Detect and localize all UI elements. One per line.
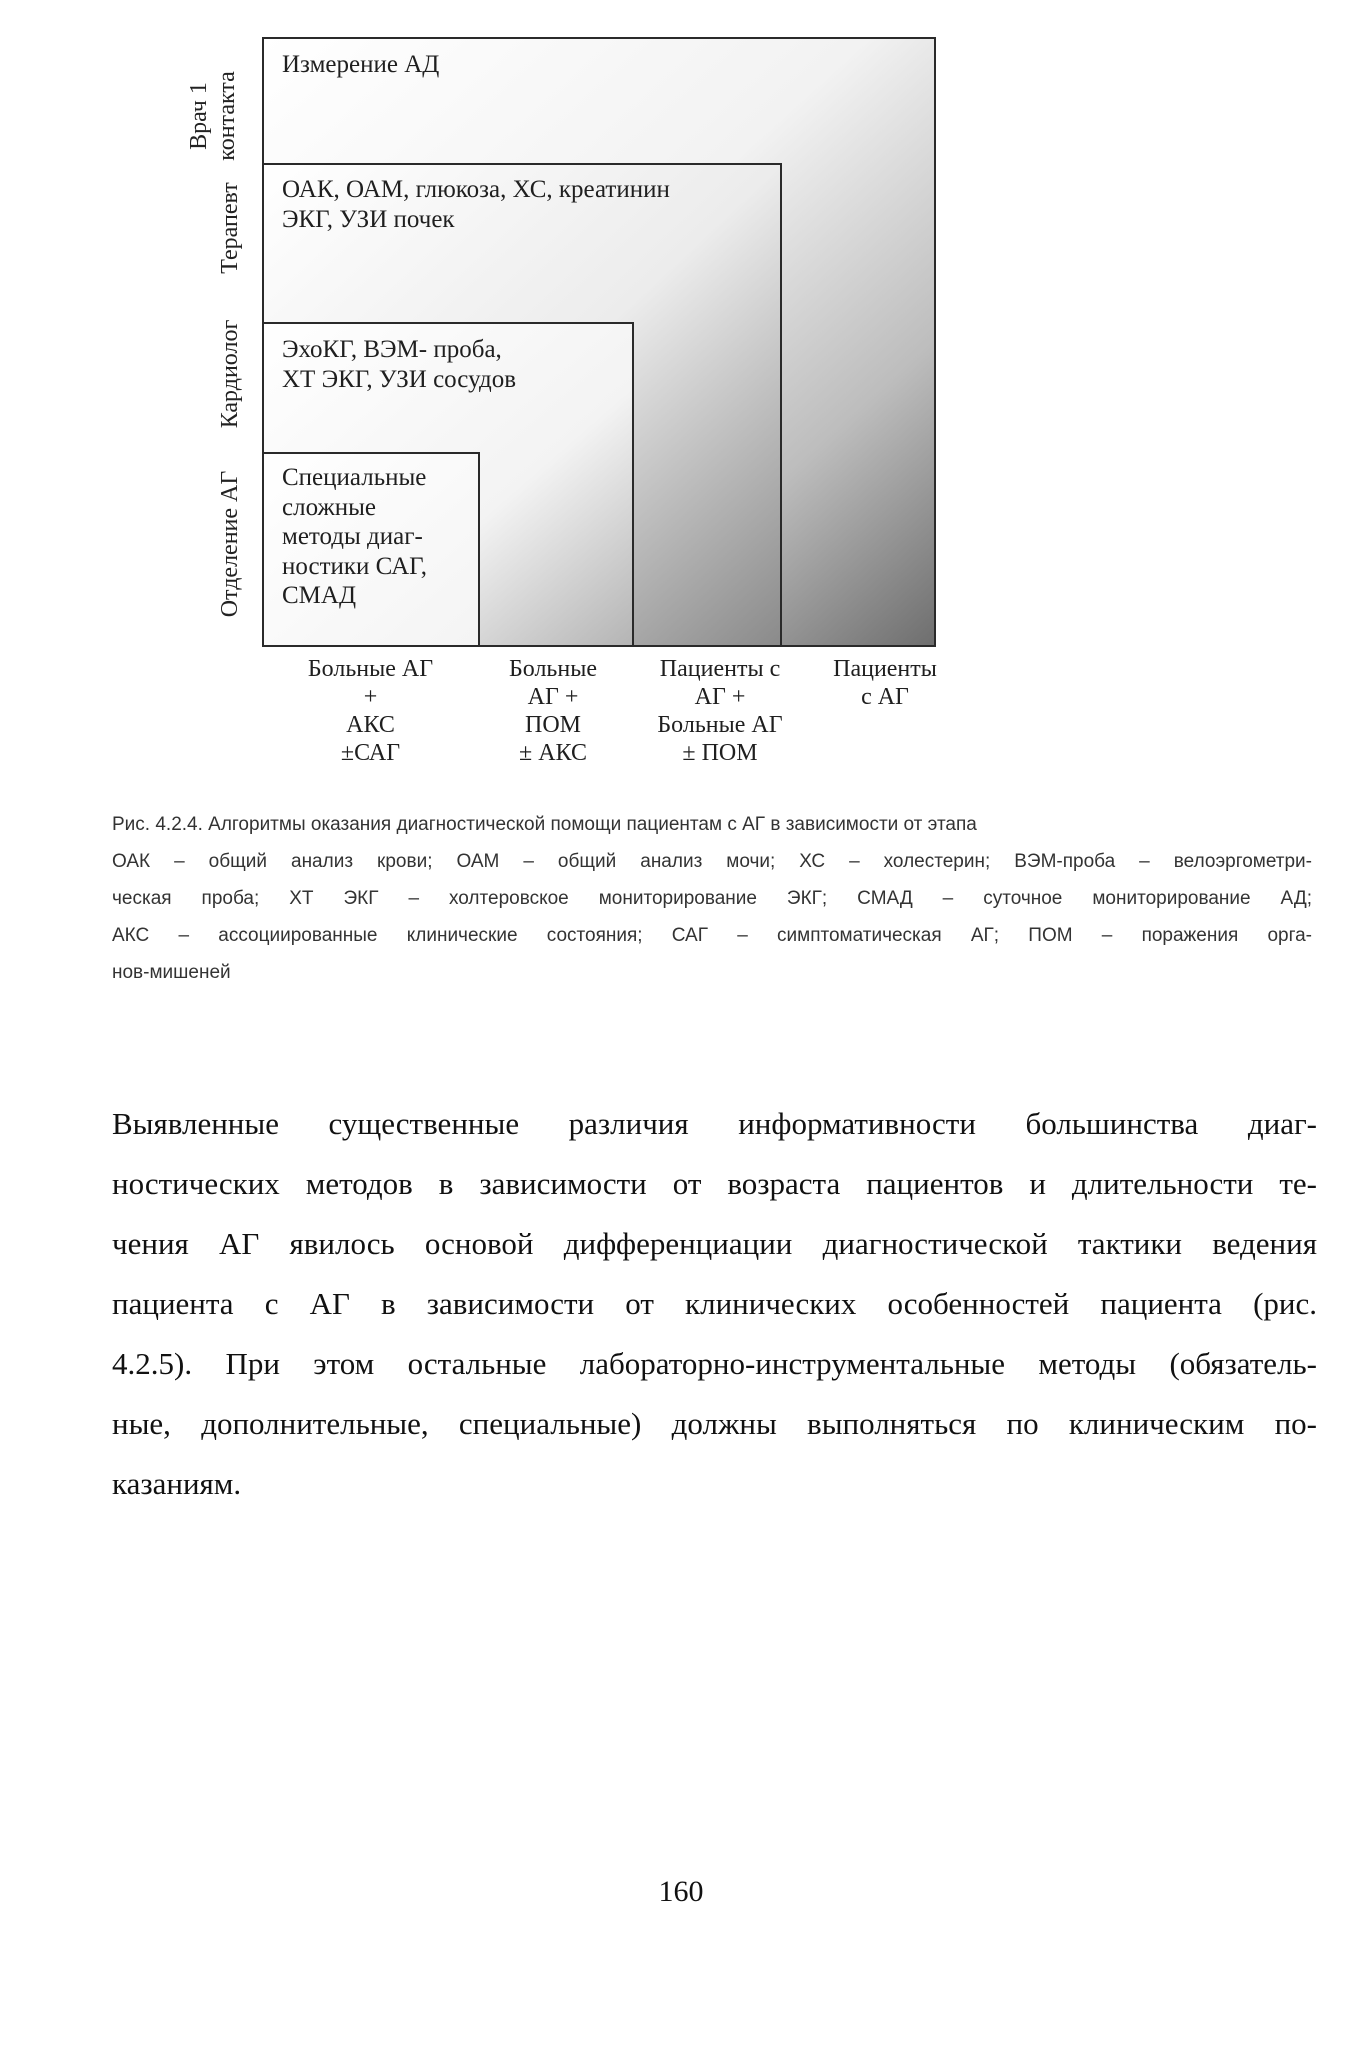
caption-line: ОАК – общий анализ крови; ОАМ – общий анализ мочи; ХС – холестерин; ВЭМ-проба – велоэргометри- — [112, 851, 1312, 872]
column-label-1: Больные АГ + АКС ±САГ — [307, 656, 434, 766]
algorithm-figure — [0, 0, 1362, 790]
column-label-2: Больные АГ + ПОМ ± АКС — [508, 656, 597, 766]
row-label-line: Врач 1 — [186, 82, 212, 150]
body-line: пациента с АГ в зависимости от клинических особенностей пациента (рис. — [112, 1286, 1317, 1321]
body-line: чения АГ явилось основой дифференциации диагностической тактики ведения — [112, 1226, 1317, 1261]
box-text-cardiologist-tests: ЭхоКГ, ВЭМ- проба, ХТ ЭКГ, УЗИ сосудов — [282, 336, 517, 393]
page-number: 160 — [658, 1875, 704, 1908]
row-label-doctor — [185, 51, 241, 181]
column-label-4: Пациенты с АГ — [833, 656, 937, 710]
row-label-line: Терапевт — [217, 182, 243, 274]
body-line: ные, дополнительные, специальные) должны выполняться по клиническим по- — [112, 1406, 1317, 1441]
caption-line: ческая проба; ХТ ЭКГ – холтеровское мониторирование ЭКГ; СМАД – суточное мониторирование АД; — [112, 888, 1312, 909]
box-text-therapist-tests: ОАК, ОАМ, глюкоза, ХС, креатинин ЭКГ, УЗИ почек — [282, 176, 670, 233]
box-text-special-methods: Специальные сложные методы диаг- ностики САГ, СМАД — [282, 464, 428, 609]
row-label-line: Кардиолог — [217, 319, 243, 429]
caption-line: нов-мишеней — [112, 962, 231, 983]
body-line: 4.2.5). При этом остальные лабораторно-инструментальные методы (обязатель- — [112, 1346, 1317, 1381]
figure-caption — [112, 806, 1312, 991]
body-line: казаниям. — [112, 1466, 242, 1501]
row-label-cardiologist — [216, 307, 244, 441]
row-label-line: Отделение АГ — [217, 470, 243, 618]
caption-line: АКС – ассоциированные клинические состояния; САГ – симптоматическая АГ; ПОМ – поражения орга- — [112, 925, 1312, 946]
column-label-3: Пациенты с АГ + Больные АГ ± ПОМ — [657, 656, 783, 766]
caption-title: Рис. 4.2.4. Алгоритмы оказания диагностической помощи пациентам с АГ в зависимости от этапа — [112, 814, 977, 835]
body-line: Выявленные существенные различия информативности большинства диаг- — [112, 1106, 1317, 1141]
box-text-bp-measurement: Измерение АД — [282, 51, 440, 78]
body-line: ностических методов в зависимости от возраста пациентов и длительности те- — [112, 1166, 1317, 1201]
row-label-therapist — [216, 168, 244, 288]
body-paragraph — [112, 1094, 1317, 1514]
row-label-ag-department — [216, 457, 244, 631]
row-label-line: контакта — [214, 71, 240, 161]
